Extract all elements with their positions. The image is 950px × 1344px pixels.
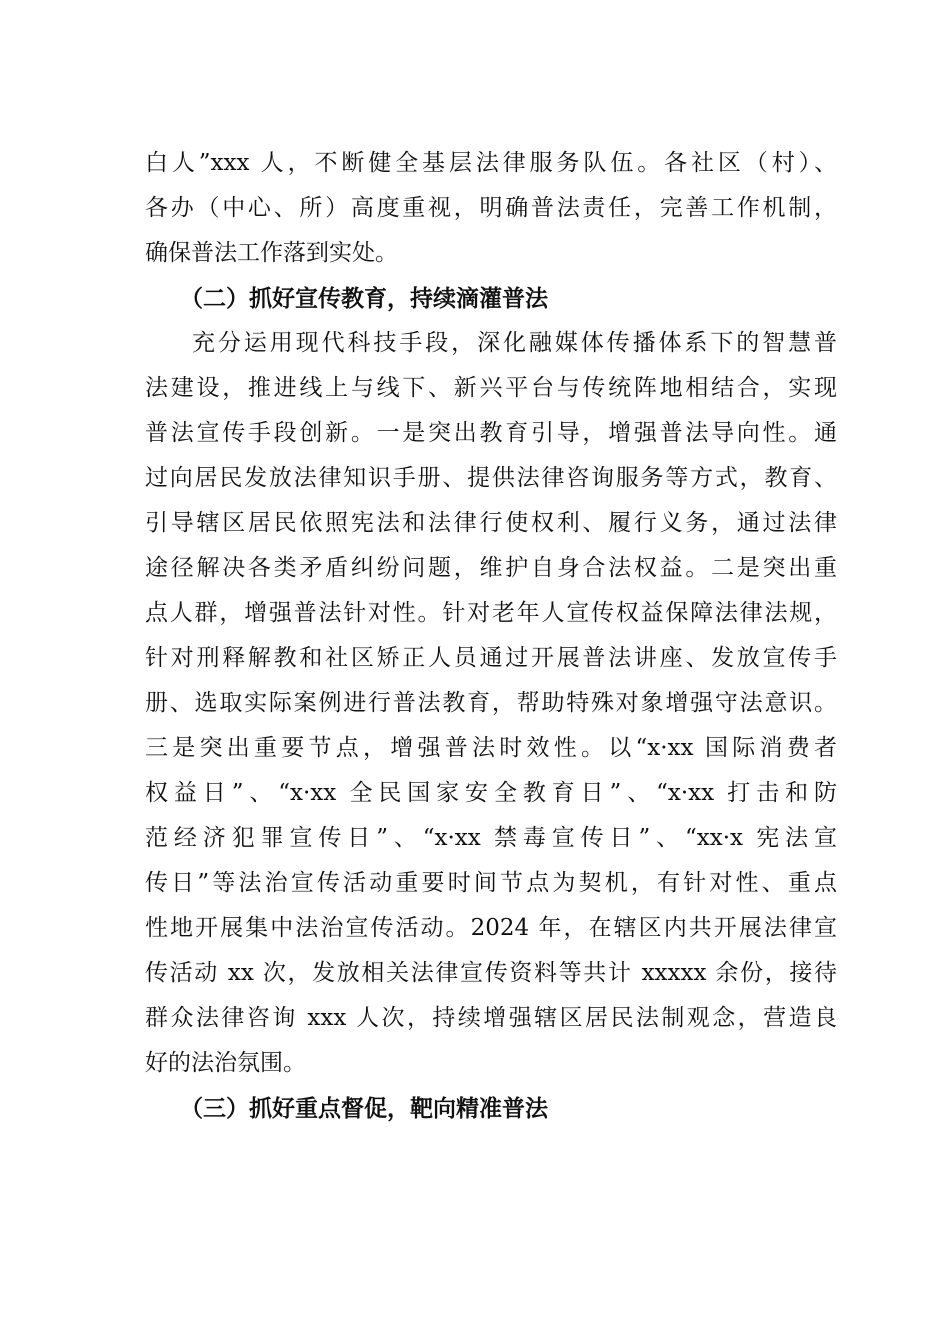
body-paragraph <box>145 321 837 1086</box>
text-line: 法建设，推进线上与线下、新兴平台与传统阵地相结合，实现 <box>145 375 837 401</box>
text-line: 传日”等法治宣传活动重要时间节点为契机，有针对性、重点 <box>145 870 837 896</box>
text-line: 册、选取实际案例进行普法教育，帮助特殊对象增强守法意识。 <box>145 690 837 716</box>
text-line: 性地开展集中法治宣传活动。2024 年，在辖区内共开展法律宣 <box>145 915 837 941</box>
text-line: 途径解决各类矛盾纠纷问题，维护自身合法权益。二是突出重 <box>145 555 837 581</box>
text-line: 确保普法工作落到实处。 <box>145 240 398 266</box>
text-line: 充分运用现代科技手段，深化融媒体传播体系下的智慧普 <box>192 330 837 356</box>
text-line: 白人”xxx 人，不断健全基层法律服务队伍。各社区（村）、 <box>145 150 837 176</box>
section-heading <box>145 276 837 321</box>
text-line: 点人群，增强普法针对性。针对老年人宣传权益保障法律法规， <box>145 600 837 626</box>
text-line: 权益日”、“x·xx 全民国家安全教育日”、“x·xx 打击和防 <box>145 780 837 806</box>
body-paragraph <box>145 141 837 276</box>
text-line: 传活动 xx 次，发放相关法律宣传资料等共计 xxxxx 余份，接待 <box>145 960 837 986</box>
text-line: 引导辖区居民依照宪法和法律行使权利、履行义务，通过法律 <box>145 510 837 536</box>
document-page <box>145 141 837 1131</box>
text-line: （二）抓好宣传教育，持续滴灌普法 <box>180 285 548 312</box>
text-line: 普法宣传手段创新。一是突出教育引导，增强普法导向性。通 <box>145 420 837 446</box>
text-line: 各办（中心、所）高度重视，明确普法责任，完善工作机制， <box>145 195 837 221</box>
text-line: 群众法律咨询 xxx 人次，持续增强辖区居民法制观念，营造良 <box>145 1005 837 1031</box>
text-line: （三）抓好重点督促，靶向精准普法 <box>180 1095 548 1122</box>
text-line: 针对刑释解教和社区矫正人员通过开展普法讲座、发放宣传手 <box>145 645 837 671</box>
text-line: 范经济犯罪宣传日”、“x·xx 禁毒宣传日”、“xx·x 宪法宣 <box>145 825 837 851</box>
text-line: 好的法治氛围。 <box>145 1050 306 1076</box>
text-line: 过向居民发放法律知识手册、提供法律咨询服务等方式，教育、 <box>145 465 837 491</box>
text-line: 三是突出重要节点，增强普法时效性。以“x·xx 国际消费者 <box>145 735 837 761</box>
section-heading <box>145 1086 837 1131</box>
